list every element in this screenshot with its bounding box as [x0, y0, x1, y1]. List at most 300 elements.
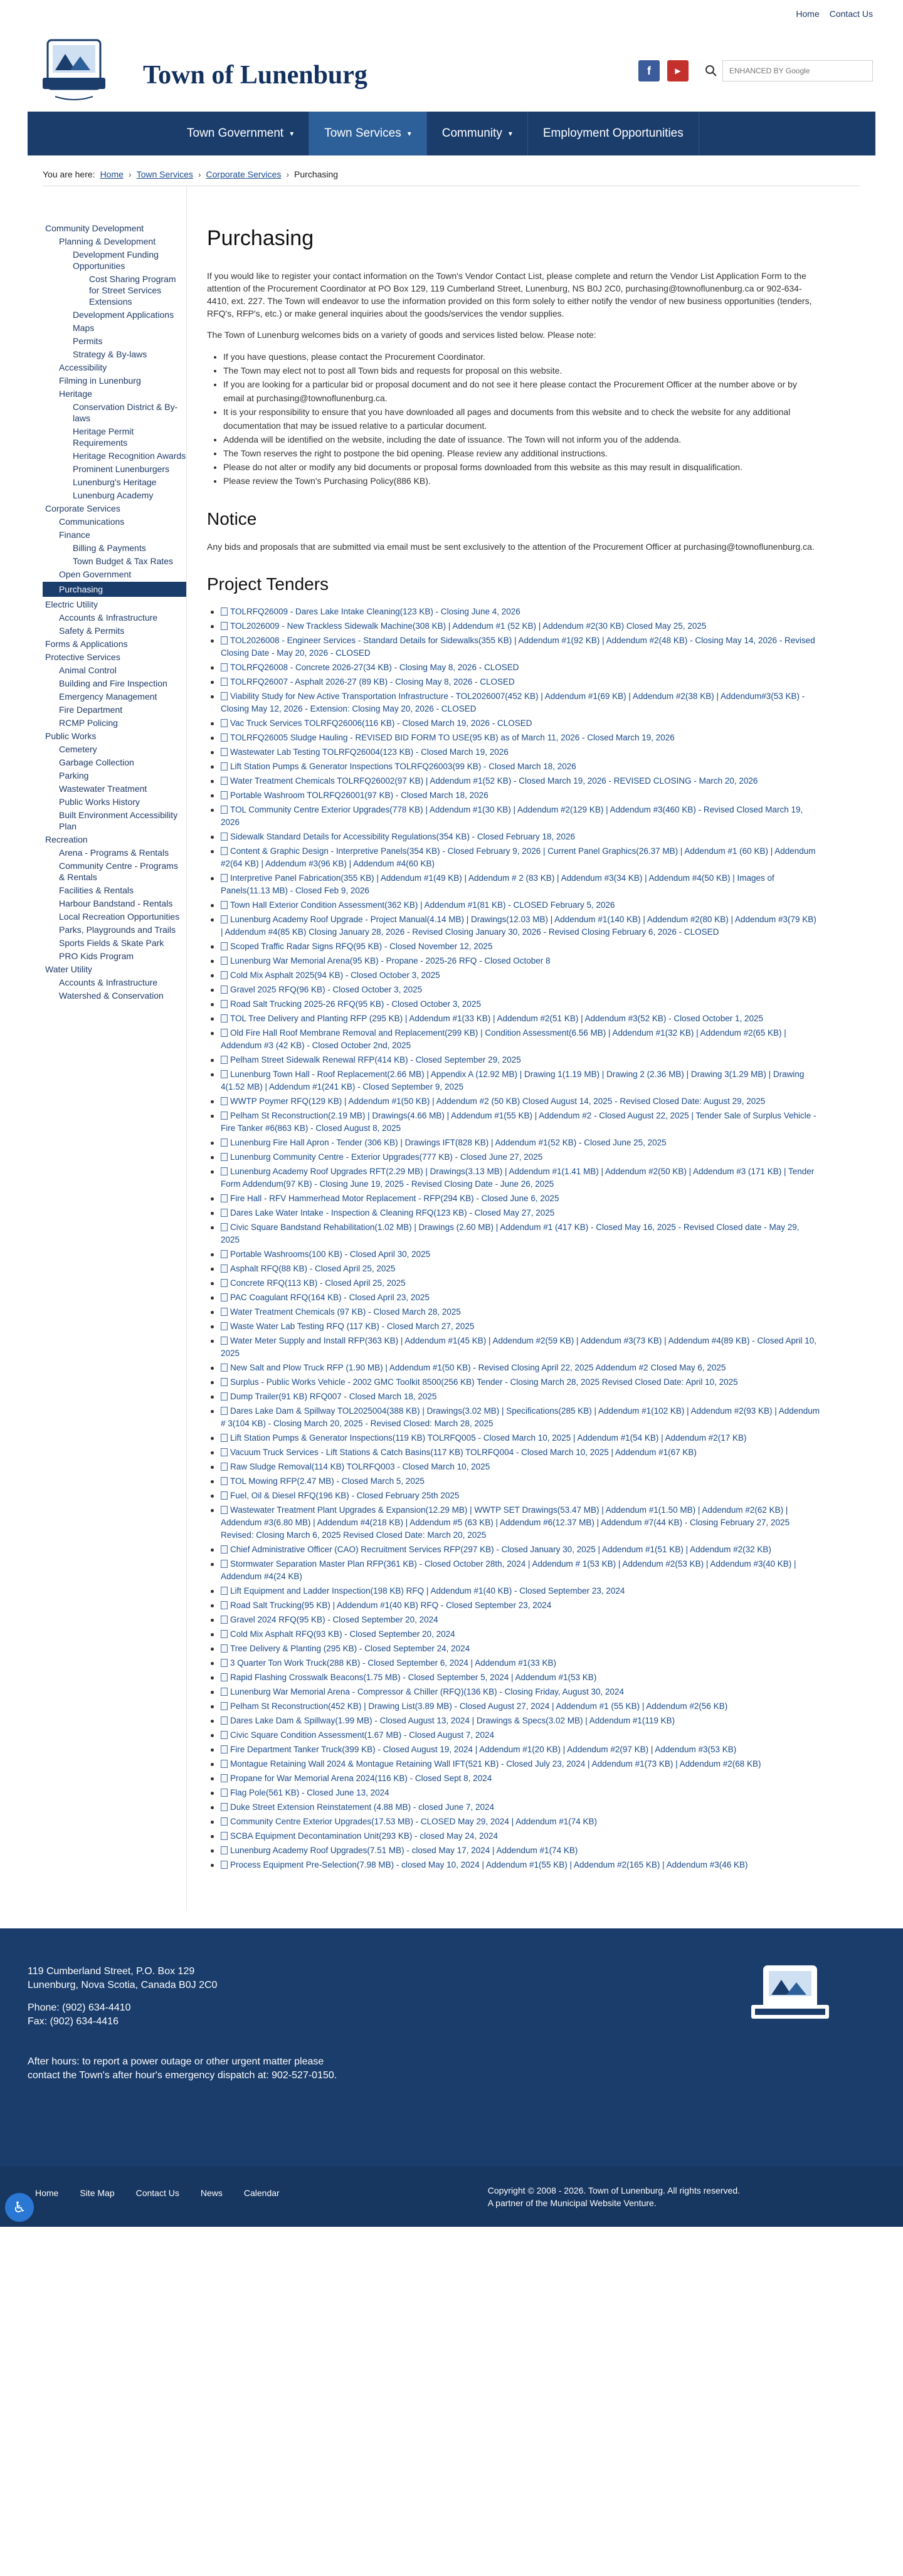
tender-item[interactable] [207, 1405, 820, 1430]
tender-text[interactable]: Portable Washrooms(100 KB) - Closed April 30, 2025 [230, 1249, 431, 1259]
tender-item[interactable] [207, 955, 820, 967]
footer-link-site-map[interactable]: Site Map [80, 2188, 115, 2198]
sidebar-item[interactable] [43, 612, 186, 623]
sidebar-item-label[interactable]: Facilities & Rentals [59, 885, 134, 895]
tender-text[interactable]: Road Salt Trucking 2025-26 RFQ(95 KB) - Closed October 3, 2025 [230, 999, 481, 1009]
sidebar-item[interactable] [43, 898, 186, 909]
tender-text[interactable]: Lift Station Pumps & Generator Inspections TOLRFQ26003(99 KB) - Closed March 18, 2026 [230, 762, 576, 771]
tender-text[interactable]: SCBA Equipment Decontamination Unit(293 KB) - closed May 24, 2024 [230, 1831, 498, 1841]
sidebar-item-label[interactable]: Lunenburg's Heritage [73, 477, 157, 487]
sidebar-item[interactable] [43, 426, 186, 448]
sidebar-item-label[interactable]: Sports Fields & Skate Park [59, 938, 164, 948]
facebook-icon[interactable]: f [638, 60, 660, 81]
tender-item[interactable] [207, 969, 820, 982]
sidebar-item[interactable] [43, 401, 186, 424]
tender-item[interactable] [207, 1643, 820, 1655]
tender-text[interactable]: Fuel, Oil & Diesel RFQ(196 KB) - Closed February 25th 2025 [230, 1491, 460, 1500]
tender-item[interactable] [207, 1054, 820, 1066]
tender-item[interactable] [207, 1320, 820, 1333]
sidebar-item-label[interactable]: Arena - Programs & Rentals [59, 848, 169, 858]
tender-text[interactable]: TOL Community Centre Exterior Upgrades(778 KB) | Addendum #1(30 KB) | Addendum #2(129 KB) | Addendum #3(460 KB) - Revised Closed March 19, 2026 [221, 805, 803, 827]
footer-link-news[interactable]: News [200, 2188, 223, 2198]
tender-text[interactable]: Dares Lake Water Intake - Inspection & Cleaning RFQ(123 KB) - Closed May 27, 2025 [230, 1208, 555, 1217]
tender-text[interactable]: Concrete RFQ(113 KB) - Closed April 25, 2025 [230, 1278, 406, 1288]
sidebar-item[interactable] [43, 638, 186, 649]
tender-item[interactable] [207, 1391, 820, 1403]
tender-text[interactable]: Dump Trailer(91 KB) RFQ007 - Closed March 18, 2025 [230, 1392, 437, 1401]
tender-text[interactable]: Gravel 2025 RFQ(96 KB) - Closed October 3, 2025 [230, 985, 423, 994]
sidebar-item[interactable] [43, 924, 186, 935]
breadcrumb-home[interactable]: Home [100, 169, 124, 179]
tender-text[interactable]: Flag Pole(561 KB) - Closed June 13, 2024 [230, 1788, 389, 1797]
town-crest-logo[interactable] [36, 35, 112, 105]
document-icon [221, 1250, 228, 1258]
footer-lunenburg-logo [746, 1964, 834, 2032]
tender-text[interactable]: Portable Washroom TOLRFQ26001(97 KB) - Closed March 18, 2026 [230, 791, 488, 800]
tender-item[interactable] [207, 998, 820, 1011]
sidebar-item-label[interactable]: RCMP Policing [59, 718, 118, 728]
sidebar-item[interactable] [43, 651, 186, 663]
document-icon [221, 1056, 228, 1064]
sidebar-item-label[interactable]: Filming in Lunenburg [59, 376, 141, 386]
sidebar-item-label[interactable]: Parks, Playgrounds and Trails [59, 925, 176, 935]
youtube-icon[interactable]: ▶ [667, 60, 689, 81]
tender-item[interactable] [207, 1207, 820, 1219]
sidebar-item[interactable] [43, 375, 186, 386]
sidebar-item-label[interactable]: Electric Utility [45, 599, 98, 609]
document-icon [221, 915, 228, 923]
document-icon [221, 971, 228, 979]
tender-text[interactable]: Dares Lake Dam & Spillway(1.99 MB) - Closed August 13, 2024 | Drawings & Specs(3.02 MB) | Addendum #1(119 KB) [230, 1716, 675, 1725]
tender-text[interactable]: WWTP Poymer RFQ(129 KB) | Addendum #1(50 KB) | Addendum #2 (50 KB) Closed August 14, 2025 - Revised Closed Date: August 29, 2025 [230, 1096, 766, 1106]
site-title[interactable]: Town of Lunenburg [143, 61, 367, 90]
sidebar-item-label[interactable]: Garbage Collection [59, 757, 134, 767]
tender-item[interactable] [207, 1306, 820, 1318]
breadcrumb-corporate-services[interactable]: Corporate Services [206, 169, 282, 179]
tender-text[interactable]: TOL Tree Delivery and Planting RFP (295 KB) | Addendum #1(33 KB) | Addendum #2(51 KB) | Addendum #3(52 KB) - Closed October 1, 2025 [230, 1014, 763, 1023]
tender-text[interactable]: Cold Mix Asphalt RFQ(93 KB) - Closed September 20, 2024 [230, 1629, 455, 1639]
tender-item[interactable] [207, 1816, 820, 1828]
sidebar-item[interactable] [43, 625, 186, 636]
tender-item[interactable] [207, 872, 820, 897]
tender-text[interactable]: Pelham Street Sidewalk Renewal RFP(414 KB) - Closed September 29, 2025 [230, 1055, 521, 1065]
document-icon [221, 1112, 228, 1120]
tender-item[interactable] [207, 1277, 820, 1290]
sidebar-item[interactable] [43, 783, 186, 794]
tender-item[interactable] [207, 1376, 820, 1389]
tender-item[interactable] [207, 1543, 820, 1556]
document-icon [221, 1153, 228, 1161]
tender-item[interactable] [207, 940, 820, 953]
tender-text[interactable]: Lunenburg War Memorial Arena - Compressor & Chiller (RFQ)(136 KB) - Closing Friday, August 30, 2024 [230, 1687, 625, 1696]
sidebar-item[interactable] [43, 249, 186, 271]
tender-text[interactable]: Vac Truck Services TOLRFQ26006(116 KB) - Closed March 19, 2026 - CLOSED [230, 718, 532, 728]
sidebar-item-label[interactable]: Prominent Lunenburgers [73, 464, 170, 474]
sidebar-item[interactable] [43, 950, 186, 962]
sidebar-item[interactable] [43, 542, 186, 554]
site-header [0, 28, 903, 97]
sidebar-item-label[interactable]: Fire Department [59, 705, 123, 715]
tender-item[interactable] [207, 1614, 820, 1626]
sidebar-item[interactable] [43, 503, 186, 514]
tender-text[interactable]: Lunenburg Community Centre - Exterior Upgrades(777 KB) - Closed June 27, 2025 [230, 1152, 543, 1162]
sidebar-item-label[interactable]: Development Applications [73, 310, 174, 320]
tender-item[interactable] [207, 732, 820, 744]
document-icon [221, 1194, 228, 1202]
sidebar-item-label[interactable]: Accounts & Infrastructure [59, 977, 158, 987]
sidebar-item-label[interactable]: Finance [59, 530, 90, 540]
sidebar-item-label[interactable]: Recreation [45, 834, 88, 844]
sidebar-item[interactable] [43, 730, 186, 742]
tender-item[interactable] [207, 1801, 820, 1814]
utility-home-link[interactable]: Home [796, 9, 820, 19]
tender-text[interactable]: Tree Delivery & Planting (295 KB) - Closed September 24, 2024 [230, 1644, 470, 1653]
tender-item[interactable] [207, 1844, 820, 1857]
sidebar-item[interactable] [43, 990, 186, 1001]
tender-text[interactable]: Lift Station Pumps & Generator Inspections(119 KB) TOLRFQ005 - Closed March 10, 2025 | Addendum #1(54 KB) | Addendum #2(17 KB) [230, 1433, 747, 1443]
tender-item[interactable] [207, 1657, 820, 1669]
tender-item[interactable] [207, 606, 820, 618]
sidebar-item-label[interactable]: Safety & Permits [59, 626, 125, 636]
tender-text[interactable]: Civic Square Condition Assessment(1.67 MB) - Closed August 7, 2024 [230, 1730, 494, 1740]
tender-text[interactable]: Raw Sludge Removal(114 KB) TOLRFQ003 - Closed March 10, 2025 [230, 1462, 490, 1471]
tender-text[interactable]: Lift Equipment and Ladder Inspection(198 KB) RFQ | Addendum #1(40 KB) - Closed September 23, 2024 [230, 1586, 625, 1596]
tender-item[interactable] [207, 1585, 820, 1597]
tender-item[interactable] [207, 1628, 820, 1641]
tender-item[interactable] [207, 775, 820, 787]
tender-item[interactable] [207, 1787, 820, 1799]
tender-item[interactable] [207, 1362, 820, 1374]
footer-link-calendar[interactable]: Calendar [243, 2188, 280, 2198]
site-search [705, 60, 873, 81]
tender-item[interactable] [207, 1715, 820, 1727]
sidebar-item-label[interactable]: Lunenburg Academy [73, 490, 154, 500]
sidebar-item[interactable] [43, 860, 186, 883]
tender-text[interactable]: Dares Lake Dam & Spillway TOL2025004(388 KB) | Drawings(3.02 MB) | Specifications(285 KB) | Addendum #1(102 KB) | Addendum #2(93 KB) | Addendum # 3(104 KB) - Closing March 20, 2025 - Revised Closed: March 28, 2025 [221, 1406, 820, 1428]
tender-item[interactable] [207, 1729, 820, 1742]
tender-text[interactable]: TOLRFQ26005 Sludge Hauling - REVISED BID FORM TO USE(95 KB) as of March 11, 2026 - Closed March 19, 2026 [230, 733, 675, 742]
tender-item[interactable] [207, 661, 820, 674]
tender-item[interactable] [207, 1599, 820, 1612]
sidebar-item[interactable] [43, 757, 186, 768]
document-icon [221, 1688, 228, 1696]
sidebar-item-label[interactable]: Heritage [59, 389, 92, 399]
document-icon [221, 1491, 228, 1500]
tender-text[interactable]: Road Salt Trucking(95 KB) | Addendum #1(40 KB) RFQ - Closed September 23, 2024 [230, 1601, 552, 1610]
tender-text[interactable]: Wastewater Treatment Plant Upgrades & Expansion(12.29 MB) | WWTP SET Drawings(53.47 MB) | Addendum #1(1.50 MB) | Addendum #2(62 KB) | Addendum #3(6.80 MB) | Addendum #4(218 KB) | Addendum #5 (63 KB) | Addendum #6(12.37 MB) | Addendum #7(44 KB) - Closing February 27, 2025 Revised: Closing March 6, 2025 Revised Closed Date: March 20, 2025 [221, 1505, 790, 1540]
sidebar-item[interactable] [43, 704, 186, 715]
sidebar-item-label[interactable]: Cemetery [59, 744, 97, 754]
accessibility-icon[interactable]: ♿ [5, 2193, 34, 2222]
tender-item[interactable] [207, 1095, 820, 1108]
tender-text[interactable]: Lunenburg Academy Roof Upgrades RFT(2.29 MB) | Drawings(3.13 MB) | Addendum #1(1.41 MB) | Addendum #2(50 KB) | Addendum #3 (171 KB) | Tender Form Addendum(97 KB) - Closing June 19, 2025 - Revised Closing Date - June 26, 2025 [221, 1167, 815, 1189]
tender-item[interactable] [207, 1475, 820, 1488]
sidebar-item[interactable] [43, 964, 186, 975]
sidebar-item-label[interactable]: Building and Fire Inspection [59, 678, 167, 688]
tender-item[interactable] [207, 676, 820, 688]
tender-item[interactable] [207, 1671, 820, 1684]
sidebar-item[interactable] [43, 717, 186, 728]
tender-text[interactable]: Content & Graphic Design - Interpretive Panels(354 KB) - Closed February 9, 2026 | Current Panel Graphics(26.37 MB) | Addendum #1 (60 KB) | Addendum #2(64 KB) | Addendum #3(96 KB) | Addendum #4(60 KB) [221, 846, 816, 868]
sidebar-item[interactable] [43, 911, 186, 922]
sidebar-item-label[interactable]: Purchasing [59, 584, 103, 594]
tender-text[interactable]: Old Fire Hall Roof Membrane Removal and Replacement(299 KB) | Condition Assessment(6.56 MB) | Addendum #1(32 KB) | Addendum #2(65 KB) | Addendum #3 (42 KB) - Closed October 2nd, 2025 [221, 1028, 786, 1050]
tender-text[interactable]: TOL2026008 - Engineer Services - Standard Details for Sidewalks(355 KB) | Addendum #1(92 KB) | Addendum #2(48 KB) - Closing May 14, 2026 - Revised Closing Date - May 20, 2026 - CLOSED [221, 636, 815, 658]
nav-community[interactable] [427, 112, 528, 155]
tender-text[interactable]: Vacuum Truck Services - Lift Stations & Catch Basins(117 KB) TOLRFQ004 - Closed March 10, 2025 | Addendum #1(67 KB) [230, 1448, 697, 1457]
tender-text[interactable]: Pelham St Reconstruction(2.19 MB) | Drawings(4.66 MB) | Addendum #1(55 KB) | Addendum #2 - Closed August 22, 2025 | Tender Sale of Surplus Vehicle - Fire Tanker #6(863 KB) - Closed August 8, 2025 [221, 1111, 816, 1133]
tender-text[interactable]: Surplus - Public Works Vehicle - 2002 GMC Toolkit 8500(256 KB) Tender - Closing March 28, 2025 Revised Closed Date: April 10, 2025 [230, 1377, 738, 1387]
sidebar [43, 186, 187, 1911]
tender-item[interactable] [207, 1068, 820, 1093]
sidebar-item[interactable] [43, 796, 186, 807]
sidebar-item[interactable] [43, 322, 186, 334]
tender-text[interactable]: Cold Mix Asphalt 2025(94 KB) - Closed October 3, 2025 [230, 970, 440, 980]
tender-text[interactable]: Gravel 2024 RFQ(95 KB) - Closed September 20, 2024 [230, 1615, 438, 1624]
tender-text[interactable]: Lunenburg Academy Roof Upgrades(7.51 MB) - closed May 17, 2024 | Addendum #1(74 KB) [230, 1846, 578, 1855]
tender-text[interactable]: Lunenburg Fire Hall Apron - Tender (306 KB) | Drawings IFT(828 KB) | Addendum #1(52 KB) - Closed June 25, 2025 [230, 1138, 667, 1147]
sidebar-item[interactable] [43, 362, 186, 373]
sidebar-item[interactable] [43, 834, 186, 845]
tender-text[interactable]: Sidewalk Standard Details for Accessibility Regulations(354 KB) - Closed February 18, 2026 [230, 832, 576, 841]
tender-item[interactable] [207, 1110, 820, 1135]
sidebar-item[interactable] [43, 678, 186, 689]
tender-item[interactable] [207, 690, 820, 715]
sidebar-item[interactable] [43, 691, 186, 702]
tender-item[interactable] [207, 1137, 820, 1149]
sidebar-item-label[interactable]: Community Centre - Programs & Rentals [59, 861, 178, 882]
tender-item[interactable] [207, 1248, 820, 1261]
address-line: Lunenburg, Nova Scotia, Canada B0J 2C0 [28, 1980, 218, 1990]
tender-item[interactable] [207, 760, 820, 773]
sidebar-item[interactable] [43, 273, 186, 307]
tender-item[interactable] [207, 1504, 820, 1542]
sidebar-item-label[interactable]: Water Utility [45, 964, 92, 974]
sidebar-item-label[interactable]: Accounts & Infrastructure [59, 612, 158, 623]
tender-text[interactable]: Interpretive Panel Fabrication(355 KB) | Addendum #1(49 KB) | Addendum # 2 (83 KB) | Addendum #3(34 KB) | Addendum #4(50 KB) | Images of Panels(11.13 MB) - Closed Feb 9, 2026 [221, 873, 774, 895]
sidebar-item[interactable] [43, 665, 186, 676]
sidebar-item-label[interactable]: Billing & Payments [73, 543, 146, 553]
tender-item[interactable] [207, 1758, 820, 1770]
tender-text[interactable]: Fire Hall - RFV Hammerhead Motor Replacement - RFP(294 KB) - Closed June 6, 2025 [230, 1194, 559, 1203]
chevron-down-icon: ▾ [407, 129, 411, 138]
tender-text[interactable]: Asphalt RFQ(88 KB) - Closed April 25, 2025 [230, 1264, 396, 1273]
tender-item[interactable] [207, 789, 820, 802]
tender-text[interactable]: Scoped Traffic Radar Signs RFQ(95 KB) - Closed November 12, 2025 [230, 942, 493, 951]
sidebar-item-label[interactable]: Emergency Management [59, 691, 157, 702]
sidebar-item-label[interactable]: Heritage Recognition Awards [73, 451, 186, 461]
sidebar-item[interactable] [43, 977, 186, 988]
document-icon [221, 1029, 228, 1037]
sidebar-item[interactable] [43, 885, 186, 896]
tender-item[interactable] [207, 804, 820, 829]
tender-text[interactable]: 3 Quarter Ton Work Truck(288 KB) - Closed September 6, 2024 | Addendum #1(33 KB) [230, 1658, 557, 1668]
tender-item[interactable] [207, 831, 820, 843]
sidebar-item-label[interactable]: Wastewater Treatment [59, 784, 147, 794]
tender-item[interactable] [207, 746, 820, 759]
sidebar-item-label[interactable]: Strategy & By-laws [73, 349, 147, 359]
sidebar-item-label[interactable]: Protective Services [45, 652, 120, 662]
tender-text[interactable]: TOL2026009 - New Trackless Sidewalk Machine(308 KB) | Addendum #1 (52 KB) | Addendum #2(30 KB) Closed May 25, 2025 [230, 621, 707, 631]
sidebar-item-label[interactable]: Watershed & Conservation [59, 991, 164, 1001]
sidebar-item[interactable] [43, 223, 186, 234]
sidebar-item[interactable] [43, 809, 186, 832]
sidebar-item[interactable] [43, 599, 186, 610]
tender-text[interactable]: Propane for War Memorial Arena 2024(116 KB) - Closed Sept 8, 2024 [230, 1774, 492, 1783]
document-icon [221, 791, 228, 799]
tender-text[interactable]: Rapid Flashing Crosswalk Beacons(1.75 MB) - Closed September 5, 2024 | Addendum #1(53 KB) [230, 1673, 597, 1682]
sidebar-item-label[interactable]: Corporate Services [45, 503, 120, 513]
tender-text[interactable]: TOL Mowing RFP(2.47 MB) - Closed March 5, 2025 [230, 1476, 425, 1486]
tender-text[interactable]: Stormwater Separation Master Plan RFP(361 KB) - Closed October 28th, 2024 | Addendum # 1(53 KB) | Addendum #2(53 KB) | Addendum #3(40 KB) | Addendum #4(24 KB) [221, 1559, 796, 1581]
tender-text[interactable]: Pelham St Reconstruction(452 KB) | Drawing List(3.89 MB) - Closed August 27, 2024 | Addendum #1 (55 KB) | Addendum #2(56 KB) [230, 1701, 728, 1711]
tender-item[interactable] [207, 1700, 820, 1713]
sidebar-item-label[interactable]: Cost Sharing Program for Street Services Extensions [89, 274, 176, 307]
tender-item[interactable] [207, 1558, 820, 1583]
tender-item[interactable] [207, 620, 820, 633]
sidebar-item-label[interactable]: Public Works History [59, 797, 140, 807]
document-icon [221, 1293, 228, 1301]
tender-text[interactable]: Lunenburg Academy Roof Upgrade - Project Manual(4.14 MB) | Drawings(12.03 MB) | Addendum #1(140 KB) | Addendum #2(80 KB) | Addendum #3(79 KB) | Addendum #4(85 KB) Closing January 28, 2026 - Revised Closing January 30, 2026 - Revised Closing February 6, 2026 - CLOSED [221, 915, 816, 937]
tender-text[interactable]: Water Meter Supply and Install RFP(363 KB) | Addendum #1(45 KB) | Addendum #2(59 KB) | Addendum #3(73 KB) | Addendum #4(89 KB) - Closed April 10, 2025 [221, 1336, 817, 1358]
tender-text[interactable]: TOLRFQ26008 - Concrete 2026-27(34 KB) - Closing May 8, 2026 - CLOSED [230, 663, 519, 672]
sidebar-item[interactable] [43, 555, 186, 567]
tender-text[interactable]: Fire Department Tanker Truck(399 KB) - Closed August 19, 2024 | Addendum #1(20 KB) | Addendum #2(97 KB) | Addendum #3(53 KB) [230, 1745, 737, 1754]
sidebar-item[interactable] [43, 476, 186, 488]
sidebar-item[interactable] [43, 582, 186, 597]
tender-text[interactable]: Civic Square Bandstand Rehabilitation(1.02 MB) | Drawings (2.60 MB) | Addendum #1 (417 KB) - Closed May 16, 2025 - Revised Closed date - May 29, 2025 [221, 1222, 800, 1244]
footer-links [35, 2188, 280, 2198]
sidebar-item-label[interactable]: Built Environment Accessibility Plan [59, 810, 178, 831]
sidebar-item-label[interactable]: Public Works [45, 731, 97, 741]
sidebar-item-label[interactable]: Parking [59, 770, 89, 781]
sidebar-item[interactable] [43, 236, 186, 247]
tender-text[interactable]: Community Centre Exterior Upgrades(17.53 MB) - CLOSED May 29, 2024 | Addendum #1(74 KB) [230, 1817, 598, 1826]
document-icon [221, 1322, 228, 1330]
tender-item[interactable] [207, 634, 820, 660]
tender-item[interactable] [207, 1772, 820, 1785]
tender-item[interactable] [207, 1432, 820, 1444]
sidebar-item-label[interactable]: Local Recreation Opportunities [59, 912, 180, 922]
sidebar-item-label[interactable]: PRO Kids Program [59, 951, 134, 961]
sidebar-item-label[interactable]: Communications [59, 517, 125, 527]
tender-item[interactable] [207, 1830, 820, 1843]
document-icon [221, 942, 228, 950]
tender-item[interactable] [207, 1461, 820, 1473]
nav-town-government[interactable] [172, 112, 309, 155]
sidebar-item[interactable] [43, 569, 186, 580]
sidebar-item[interactable] [43, 463, 186, 475]
tender-text[interactable]: Viability Study for New Active Transportation Infrastructure - TOL2026007(452 KB) | Addendum #1(69 KB) | Addendum #2(38 KB) | Addendum#3(53 KB) - Closing May 12, 2026 - Extension: Closing May 20, 2026 - CLOSED [221, 691, 805, 713]
tender-item[interactable] [207, 845, 820, 870]
tender-item[interactable] [207, 1859, 820, 1871]
search-icon[interactable] [705, 65, 717, 77]
sidebar-item[interactable] [43, 450, 186, 461]
tender-item[interactable] [207, 1263, 820, 1275]
footer-link-home[interactable]: Home [35, 2188, 59, 2198]
sidebar-item[interactable] [43, 335, 186, 347]
tender-item[interactable] [207, 1335, 820, 1360]
sidebar-item-label[interactable]: Maps [73, 323, 95, 333]
document-icon [221, 1364, 228, 1372]
nav-town-services[interactable] [309, 112, 427, 155]
tender-text[interactable]: TOLRFQ26007 - Asphalt 2026-27 (89 KB) - Closing May 8, 2026 - CLOSED [230, 677, 515, 686]
sidebar-item-label[interactable]: Heritage Permit Requirements [73, 426, 134, 448]
tender-text[interactable]: Chief Administrative Officer (CAO) Recruitment Services RFP(297 KB) - Closed January 30, 2025 | Addendum #1(51 KB) | Addendum #2(32 KB) [230, 1545, 771, 1554]
sidebar-item-label[interactable]: Planning & Development [59, 236, 156, 246]
tender-item[interactable] [207, 1221, 820, 1246]
tenders-heading: Project Tenders [207, 574, 329, 594]
tender-item[interactable] [207, 1490, 820, 1502]
footer-link-contact[interactable]: Contact Us [135, 2188, 179, 2198]
tender-item[interactable] [207, 1012, 820, 1025]
tender-item[interactable] [207, 1151, 820, 1164]
tender-text[interactable]: Town Hall Exterior Condition Assessment(362 KB) | Addendum #1(81 KB) - CLOSED February 5, 2026 [230, 900, 615, 910]
tender-item[interactable] [207, 1686, 820, 1698]
sidebar-item[interactable] [43, 349, 186, 360]
utility-contact-link[interactable]: Contact Us [829, 9, 873, 19]
sidebar-item[interactable] [43, 516, 186, 527]
sidebar-item[interactable] [43, 744, 186, 755]
tender-text[interactable]: Waste Water Lab Testing RFQ (117 KB) - Closed March 27, 2025 [230, 1322, 475, 1331]
tender-item[interactable] [207, 1446, 820, 1459]
sidebar-item-label[interactable]: Animal Control [59, 665, 117, 675]
sidebar-item-label[interactable]: Forms & Applications [45, 639, 128, 649]
nav-employment[interactable] [528, 112, 699, 155]
tender-item[interactable] [207, 1291, 820, 1304]
tender-item[interactable] [207, 984, 820, 996]
sidebar-item-label[interactable]: Development Funding Opportunities [73, 250, 159, 271]
tender-text[interactable]: Montague Retaining Wall 2024 & Montague Retaining Wall IFT(521 KB) - Closed July 23, 2024 | Addendum #1(73 KB) | Addendum #2(68 KB) [230, 1759, 761, 1769]
sidebar-item[interactable] [43, 847, 186, 858]
sidebar-item[interactable] [43, 770, 186, 781]
tender-text[interactable]: TOLRFQ26009 - Dares Lake Intake Cleaning(123 KB) - Closing June 4, 2026 [230, 607, 520, 616]
tender-text[interactable]: PAC Coagulant RFQ(164 KB) - Closed April 23, 2025 [230, 1293, 430, 1302]
search-input[interactable] [722, 60, 873, 81]
sidebar-item-label[interactable]: Community Development [45, 223, 144, 233]
breadcrumb-town-services[interactable]: Town Services [136, 169, 193, 179]
sidebar-item-label[interactable]: Harbour Bandstand - Rentals [59, 898, 173, 908]
tender-text[interactable]: New Salt and Plow Truck RFP (1.90 MB) | Addendum #1(50 KB) - Revised Closing April 22, 2025 Addendum #2 Closed May 6, 2025 [230, 1363, 726, 1372]
tender-item[interactable] [207, 899, 820, 912]
sidebar-item[interactable] [43, 937, 186, 949]
tender-item[interactable] [207, 717, 820, 730]
tender-item[interactable] [207, 1027, 820, 1052]
sidebar-item-label[interactable]: Conservation District & By-laws [73, 402, 178, 423]
sidebar-item[interactable] [43, 309, 186, 320]
sidebar-item[interactable] [43, 529, 186, 540]
notice-heading: Notice [207, 509, 257, 528]
sidebar-item-label[interactable]: Town Budget & Tax Rates [73, 556, 174, 566]
tender-text[interactable]: Water Treatment Chemicals (97 KB) - Closed March 28, 2025 [230, 1307, 461, 1317]
sidebar-item[interactable] [43, 490, 186, 501]
tender-text[interactable]: Water Treatment Chemicals TOLRFQ26002(97 KB) | Addendum #1(52 KB) - Closed March 19, 2026 - REVISED CLOSING - March 20, 2026 [230, 776, 758, 786]
tender-text[interactable]: Lunenburg War Memorial Arena(95 KB) - Propane - 2025-26 RFQ - Closed October 8 [230, 956, 551, 965]
tender-text[interactable]: Duke Street Extension Reinstatement (4.88 MB) - closed June 7, 2024 [230, 1802, 494, 1812]
tender-item[interactable] [207, 1192, 820, 1205]
sidebar-item-label[interactable]: Open Government [59, 569, 132, 579]
tender-text[interactable]: Wastewater Lab Testing TOLRFQ26004(123 KB) - Closed March 19, 2026 [230, 747, 509, 757]
tender-text[interactable]: Process Equipment Pre-Selection(7.98 MB) - closed May 10, 2024 | Addendum #1(55 KB) | Addendum #2(165 KB) | Addendum #3(46 KB) [230, 1860, 748, 1869]
sidebar-item-label[interactable]: Permits [73, 336, 103, 346]
sidebar-item-label[interactable]: Accessibility [59, 362, 107, 372]
tender-text[interactable]: Lunenburg Town Hall - Roof Replacement(2.66 MB) | Appendix A (12.92 MB) | Drawing 1(1.19 MB) | Drawing 2 (2.36 MB) | Drawing 3(1.29 MB) | Drawing 4(1.52 MB) | Addendum #1(241 KB) - Closed September 9, 2025 [221, 1070, 805, 1091]
document-icon [221, 1337, 228, 1345]
tender-item[interactable] [207, 913, 820, 938]
sidebar-item[interactable] [43, 388, 186, 399]
tender-item[interactable] [207, 1743, 820, 1756]
tender-item[interactable] [207, 1165, 820, 1191]
